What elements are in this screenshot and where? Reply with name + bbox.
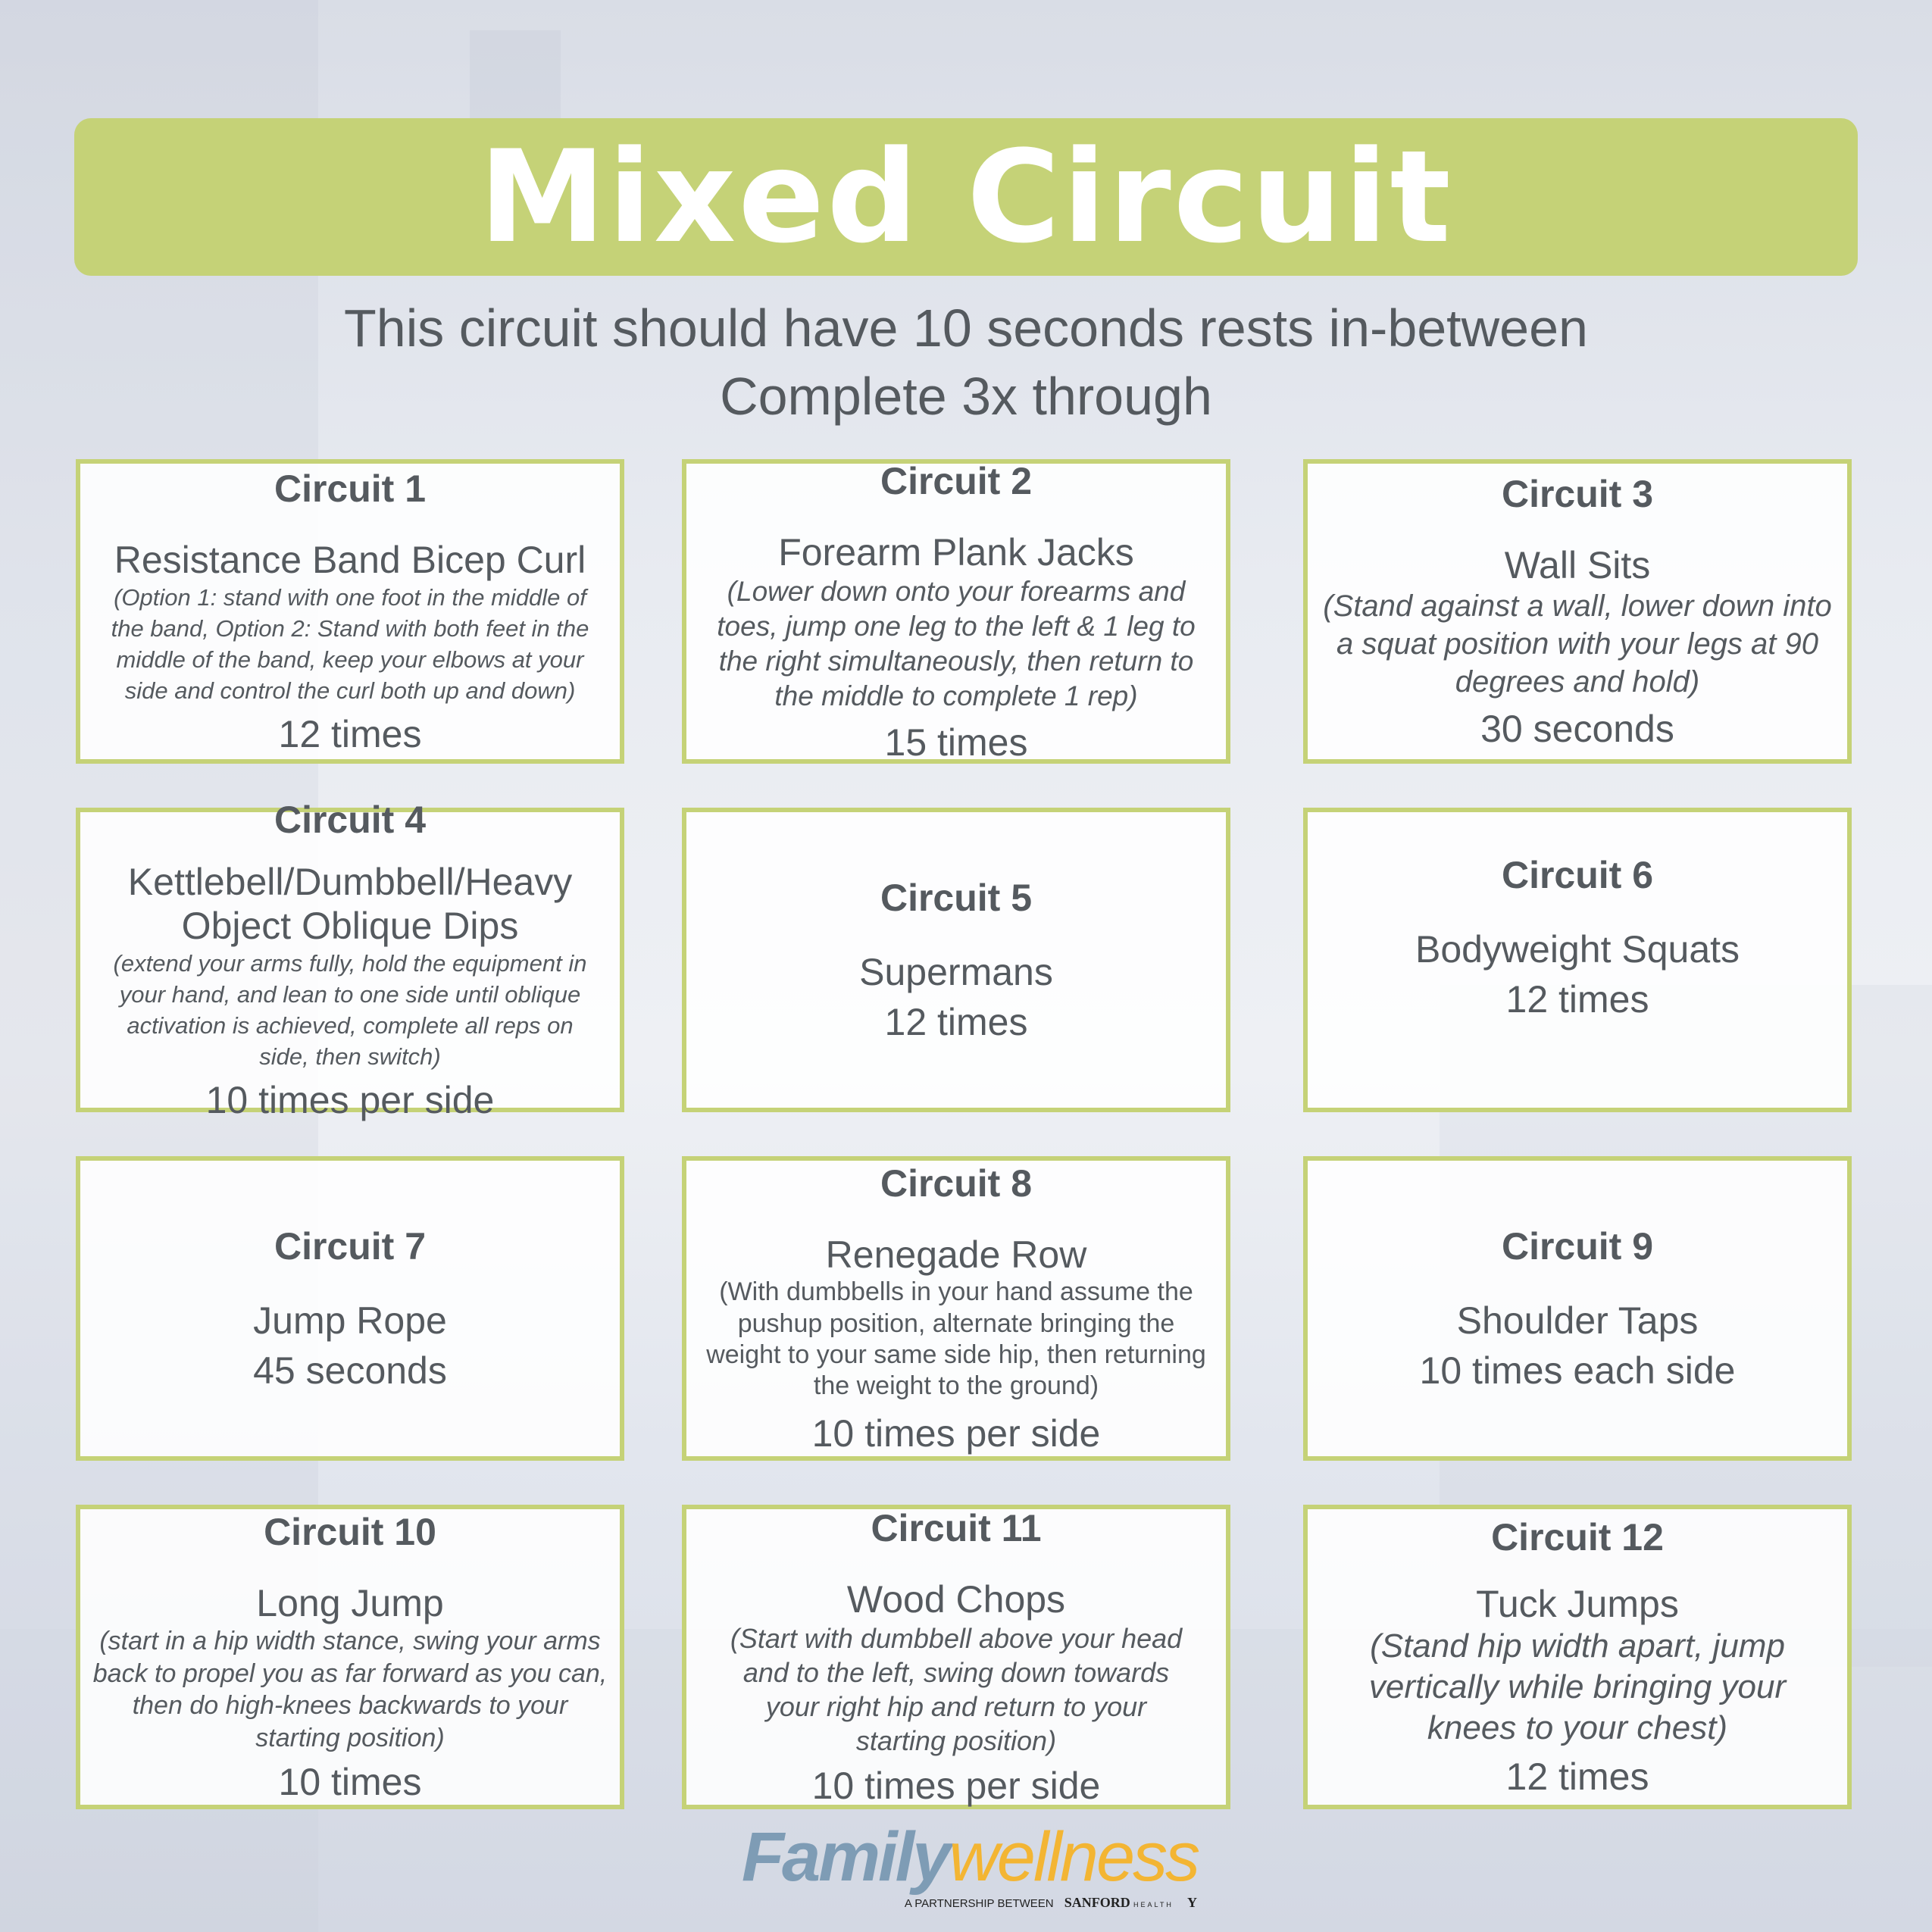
- circuit-exercise: Wall Sits: [1504, 544, 1651, 586]
- circuit-card-4: [76, 798, 624, 1122]
- circuit-reps: 12 times: [1505, 1755, 1649, 1798]
- circuit-reps: 12 times: [884, 1001, 1028, 1043]
- circuit-description: (Stand against a wall, lower down into a squat position with your legs at 90 degrees and hold): [1323, 589, 1832, 699]
- circuit-exercise: Wood Chops: [846, 1578, 1066, 1621]
- partnership-text: A PARTNERSHIP BETWEEN: [904, 1897, 1054, 1910]
- circuit-exercise: Kettlebell/Dumbbell/Heavy Object Oblique Dips: [127, 860, 573, 947]
- circuit-reps: 10 times: [278, 1761, 422, 1803]
- circuit-card-6: [1303, 808, 1852, 1112]
- logo-word-family: Family: [741, 1818, 949, 1896]
- family-wellness-logo: [720, 1818, 1220, 1928]
- circuit-exercise: Supermans: [859, 951, 1053, 993]
- circuit-exercise: Resistance Band Bicep Curl: [114, 538, 586, 581]
- circuit-card-12: [1303, 1505, 1852, 1809]
- circuit-title: Circuit 3: [1501, 473, 1654, 515]
- partnership-line: [720, 1895, 1220, 1911]
- circuit-card-10: [76, 1505, 624, 1809]
- circuit-title: Circuit 12: [1491, 1516, 1664, 1559]
- circuit-card-2: [682, 459, 1230, 764]
- circuit-title: Circuit 8: [880, 1162, 1033, 1205]
- title-banner: [74, 118, 1858, 276]
- circuit-exercise: Forearm Plank Jacks: [778, 530, 1134, 574]
- circuit-card-1: [76, 459, 624, 764]
- circuit-exercise: Jump Rope: [253, 1299, 447, 1342]
- circuit-description: (Stand hip width apart, jump vertically while bringing your knees to your chest): [1368, 1627, 1787, 1746]
- circuit-reps: 12 times: [1505, 978, 1649, 1021]
- circuit-description: (Option 1: stand with one foot in the middle of the band, Option 2: Stand with both feet in the middle of the band, keep your elbows at your side and control the curl both up and down): [111, 583, 589, 705]
- circuit-card-8: [682, 1156, 1230, 1461]
- circuit-reps: 30 seconds: [1480, 708, 1674, 750]
- circuit-title: Circuit 5: [880, 877, 1033, 919]
- ymca-logo-icon: Y: [1187, 1895, 1197, 1910]
- circuit-title: Circuit 2: [880, 459, 1033, 502]
- circuit-card-7: [76, 1156, 624, 1461]
- circuit-title: Circuit 4: [274, 798, 427, 841]
- circuit-title: Circuit 1: [274, 467, 427, 510]
- logo-word-wellness: wellness: [949, 1818, 1199, 1896]
- subtitle-rest-info: This circuit should have 10 seconds rests in-between: [344, 299, 1588, 358]
- circuit-reps: 12 times: [278, 713, 422, 756]
- circuit-exercise: Tuck Jumps: [1476, 1583, 1679, 1626]
- circuit-exercise: Shoulder Taps: [1456, 1299, 1699, 1342]
- circuit-description: (With dumbbells in your hand assume the pushup position, alternate bringing the weight to your same side hip, then returning the weight to the ground): [706, 1277, 1206, 1401]
- circuit-exercise: Long Jump: [256, 1582, 444, 1624]
- sanford-health-sub: HEALTH: [1133, 1901, 1174, 1909]
- circuit-title: Circuit 9: [1501, 1225, 1654, 1268]
- circuit-exercise: Renegade Row: [825, 1233, 1087, 1277]
- page-title: Mixed Circuit: [479, 123, 1453, 271]
- circuit-card-5: [682, 808, 1230, 1112]
- logo-wordmark: [720, 1818, 1220, 1896]
- circuit-reps: 45 seconds: [253, 1349, 447, 1392]
- circuit-card-3: [1303, 459, 1852, 764]
- circuit-exercise: Bodyweight Squats: [1415, 928, 1740, 971]
- circuit-description: (Start with dumbbell above your head and to the left, swing down towards your right hip and return to your starting position): [730, 1623, 1183, 1756]
- circuit-title: Circuit 6: [1501, 854, 1654, 896]
- circuit-reps: 15 times: [884, 721, 1028, 764]
- circuit-description: (Lower down onto your forearms and toes, jump one leg to the left & 1 leg to the right simultaneously, then return to the middle to complete 1 rep): [717, 575, 1196, 712]
- subtitle-repeat-info: Complete 3x through: [720, 367, 1212, 426]
- circuit-card-9: [1303, 1156, 1852, 1461]
- circuit-description: (extend your arms fully, hold the equipment in your hand, and lean to one side until oblique activation is achieved, complete all reps on side, then switch): [113, 949, 587, 1071]
- circuit-card-11: [682, 1505, 1230, 1809]
- circuit-title: Circuit 11: [871, 1507, 1042, 1549]
- circuit-title: Circuit 7: [274, 1225, 427, 1268]
- circuit-reps: 10 times per side: [205, 1079, 495, 1122]
- sanford-health-logo: SANFORD: [1064, 1895, 1130, 1910]
- circuit-reps: 10 times each side: [1419, 1349, 1736, 1392]
- circuit-description: (start in a hip width stance, swing your arms back to propel you as far forward as you can, then do high-knees backwards to your starting position): [92, 1627, 608, 1752]
- circuit-title: Circuit 10: [264, 1511, 436, 1553]
- circuit-reps: 10 times per side: [811, 1411, 1101, 1455]
- circuit-reps: 10 times per side: [811, 1765, 1101, 1807]
